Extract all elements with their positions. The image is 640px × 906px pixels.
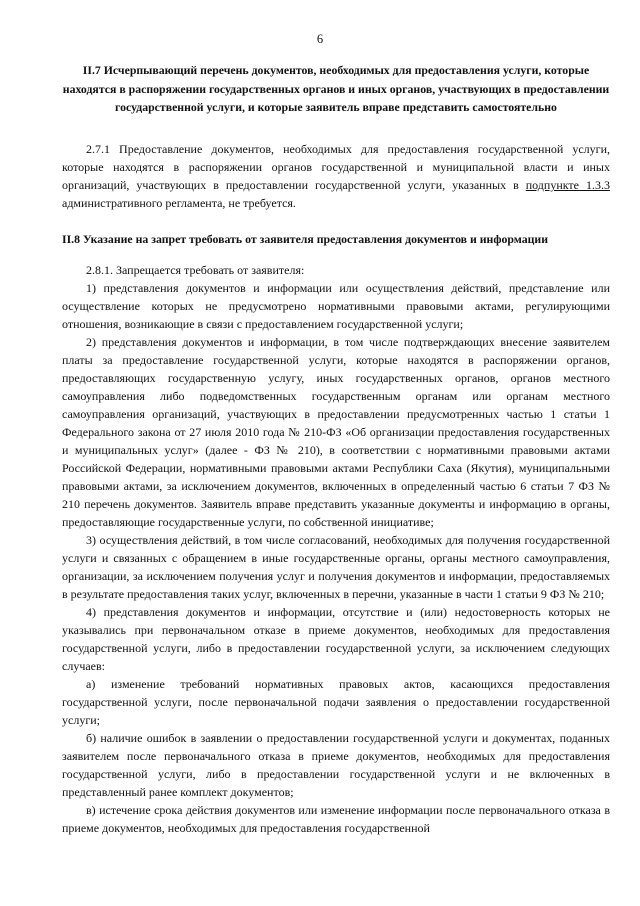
item-1: 1) представления документов и информации или осуществления действий, представление или осуществление которых не предусмотрено нормативными правовыми актами, регулирующими отношения, возникающие в связи с предоставлением государственной услуги; [62,281,610,331]
paragraph-2-7-1 [62,140,610,212]
page-number: 6 [316,32,324,46]
paragraph-2-7-1-text-end: административного регламента, не требуется. [62,196,296,210]
item-2: 2) представления документов и информации, в том числе подтверждающих внесение заявителем платы за предоставление государственной услуги, которые находятся в распоряжении органов, предоставляющих государственную услугу, иных государственных органов, органов местного самоуправления либо подведомственных государственным органам или органам местного самоуправления организаций, участвующих в предоставлении предусмотренных частью 1 статьи 1 Федерального закона от 27 июля 2010 года № 210-ФЗ «Об организации предоставления государственных и муниципальных услуг» (далее - ФЗ № 210), в соответствии с нормативными правовыми актами Российской Федерации, нормативными правовыми актами Республики Саха (Якутия), муниципальными правовыми актами, за исключением документов, включенных в определенный частью 6 статьи 7 ФЗ № 210 перечень документов. Заявитель вправе представить указанные документы и информацию в органы, предоставляющие государственные услуги, по собственной инициативе; [62,335,610,529]
paragraph-2-7-1-text: 2.7.1 Предоставление документов, необходимых для предоставления государственной услуги, которые находятся в распоряжении органов государственной и муниципальной власти и иных организаций, участвующих в предоставлении государственной услуги, указанных в [62,142,610,192]
subpoint-1-3-3-link[interactable]: подпункте 1.3.3 [525,178,610,192]
item-a: а) изменение требований нормативных правовых актов, касающихся предоставления государственной услуги, после первоначальной подачи заявления о предоставлении государственной услуги; [62,677,610,727]
section-heading-2-8: II.8 Указание на запрет требовать от заявителя предоставления документов и информации [62,232,549,246]
item-b: б) наличие ошибок в заявлении о предоставлении государственной услуги и документах, поданных заявителем после первоначального отказа в приеме документов, необходимых для предоставления государственной услуги, либо в предоставлении государственной услуги и не включенных в представленный ранее комплект документов; [62,731,610,799]
item-c: в) истечение срока действия документов или изменение информации после первоначального отказа в приеме документов, необходимых для предоставления государственной [62,803,610,835]
section-heading-2-7: II.7 Исчерпывающий перечень документов, необходимых для предоставления услуги, которые находятся в распоряжении государственных органов и иных органов, участвующих в предоставлении государственной услуги, и которые заявитель вправе представить самостоятельно [62,63,610,114]
item-3: 3) осуществления действий, в том числе согласований, необходимых для получения государственной услуги и связанных с обращением в иные государственные органы, органы местного самоуправления, организации, за исключением получения услуг и получения документов и информации, предоставляемых в результате предоставления таких услуг, включенных в перечни, указанные в части 1 статьи 9 ФЗ № 210; [62,533,610,601]
paragraph-2-8-1: 2.8.1. Запрещается требовать от заявителя: [86,263,305,277]
item-4: 4) представления документов и информации, отсутствие и (или) недостоверность которых не указывались при первоначальном отказе в приеме документов, необходимых для предоставления государственной услуги, либо в предоставлении государственной услуги, за исключением следующих случаев: [62,605,610,673]
